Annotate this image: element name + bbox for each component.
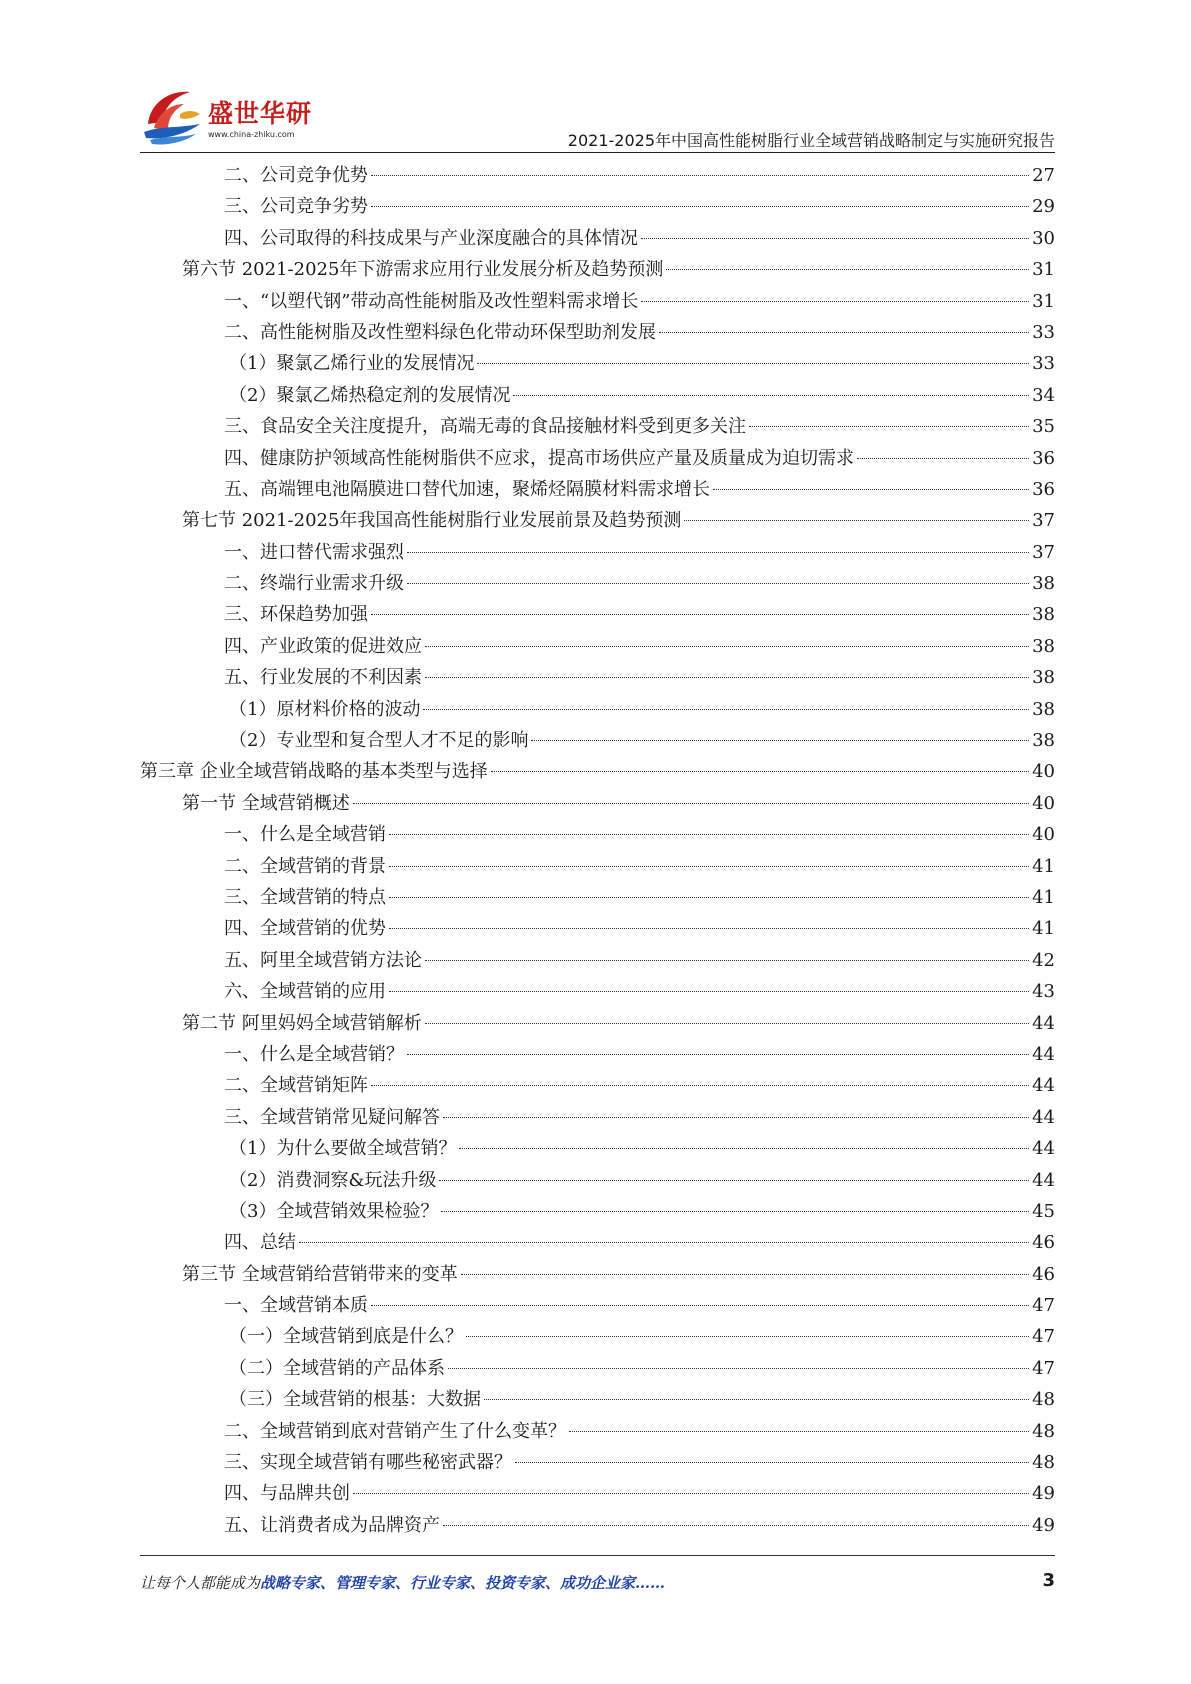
page-number: 3 — [1042, 1570, 1055, 1591]
toc-entry[interactable] — [140, 756, 1055, 787]
logo-name: 盛世华研 — [208, 99, 313, 128]
logo-url: www.china-zhiku.com — [208, 130, 295, 139]
toc-entry-label: （1）原材料价格的波动 — [229, 698, 421, 720]
toc-entry-page: 44 — [1032, 1043, 1055, 1065]
toc-entry-label: 五、行业发展的不利因素 — [224, 667, 422, 689]
toc-dot-leader — [448, 1368, 1029, 1369]
toc-dot-leader — [459, 1148, 1029, 1149]
toc-entry-label: 四、总结 — [224, 1232, 296, 1254]
toc-dot-leader — [425, 677, 1029, 678]
toc-entry[interactable] — [140, 1384, 1055, 1415]
toc-entry-label: 三、实现全域营销有哪些秘密武器？ — [224, 1452, 512, 1474]
toc-entry[interactable] — [140, 317, 1055, 348]
toc-entry-label: （3）全域营销效果检验？ — [229, 1200, 439, 1222]
toc-entry-page: 36 — [1032, 447, 1055, 469]
toc-dot-leader — [713, 489, 1029, 490]
toc-dot-leader — [641, 238, 1029, 239]
toc-entry[interactable] — [140, 851, 1055, 882]
footer-divider — [140, 1555, 1055, 1556]
toc-entry-page: 33 — [1032, 353, 1055, 375]
toc-dot-leader — [353, 1493, 1029, 1494]
toc-entry[interactable] — [140, 286, 1055, 317]
toc-entry-page: 44 — [1032, 1169, 1055, 1191]
toc-entry[interactable] — [140, 1259, 1055, 1290]
toc-dot-leader — [371, 614, 1029, 615]
toc-entry-label: 四、健康防护领域高性能树脂供不应求，提高市场供应产量及质量成为迫切需求 — [224, 447, 854, 469]
toc-entry-label: 三、全域营销常见疑问解答 — [224, 1106, 440, 1128]
toc-entry[interactable] — [140, 1165, 1055, 1196]
toc-entry-page: 41 — [1032, 886, 1055, 908]
toc-entry-label: 一、进口替代需求强烈 — [224, 541, 404, 563]
toc-entry[interactable] — [140, 1290, 1055, 1321]
toc-entry[interactable] — [140, 568, 1055, 599]
toc-entry-page: 34 — [1032, 384, 1055, 406]
toc-dot-leader — [371, 206, 1029, 207]
toc-entry-page: 37 — [1032, 541, 1055, 563]
toc-entry-label: 二、高性能树脂及改性塑料绿色化带动环保型助剂发展 — [224, 321, 656, 343]
toc-entry-label: （一）全域营销到底是什么？ — [229, 1326, 463, 1348]
toc-dot-leader — [443, 1525, 1029, 1526]
header-divider — [140, 152, 1055, 153]
toc-dot-leader — [407, 1054, 1029, 1055]
slogan-highlight: 战略专家、管理专家、行业专家、投资专家、成功企业家…… — [260, 1574, 666, 1592]
toc-entry-label: 一、什么是全域营销 — [224, 824, 386, 846]
toc-entry-label: 第七节 2021-2025年我国高性能树脂行业发展前景及趋势预测 — [182, 510, 682, 532]
toc-entry-label: 五、让消费者成为品牌资产 — [224, 1514, 440, 1536]
toc-entry[interactable] — [140, 1478, 1055, 1509]
toc-entry-label: 五、阿里全域营销方法论 — [224, 949, 422, 971]
toc-entry-page: 43 — [1032, 981, 1055, 1003]
toc-entry-label: 四、产业政策的促进效应 — [224, 635, 422, 657]
toc-dot-leader — [407, 583, 1029, 584]
toc-entry[interactable] — [140, 631, 1055, 662]
report-title: 2021-2025年中国高性能树脂行业全域营销战略制定与实施研究报告 — [567, 131, 1055, 150]
toc-entry-page: 48 — [1032, 1452, 1055, 1474]
toc-entry-label: 第三章 企业全域营销战略的基本类型与选择 — [140, 761, 488, 783]
toc-dot-leader — [425, 1023, 1029, 1024]
toc-entry[interactable] — [140, 1416, 1055, 1447]
toc-entry[interactable] — [140, 348, 1055, 379]
footer-slogan — [140, 1572, 665, 1593]
toc-entry[interactable] — [140, 505, 1055, 536]
toc-dot-leader — [407, 552, 1029, 553]
toc-dot-leader — [353, 803, 1029, 804]
toc-entry-label: 四、与品牌共创 — [224, 1483, 350, 1505]
toc-entry[interactable] — [140, 223, 1055, 254]
toc-dot-leader — [515, 1462, 1029, 1463]
toc-dot-leader — [371, 1085, 1029, 1086]
toc-entry[interactable] — [140, 411, 1055, 442]
toc-dot-leader — [684, 520, 1029, 521]
toc-entry-label: 二、全域营销到底对营销产生了什么变革？ — [224, 1420, 566, 1442]
toc-entry-label: 六、全域营销的应用 — [224, 981, 386, 1003]
toc-entry[interactable] — [140, 882, 1055, 913]
toc-dot-leader — [425, 646, 1029, 647]
toc-entry-page: 47 — [1032, 1357, 1055, 1379]
toc-entry-page: 29 — [1032, 196, 1055, 218]
toc-entry-label: 三、全域营销的特点 — [224, 886, 386, 908]
page-footer — [140, 1572, 1055, 1598]
toc-entry-page: 40 — [1032, 824, 1055, 846]
toc-entry-label: （1）为什么要做全域营销？ — [229, 1138, 457, 1160]
toc-entry-page: 48 — [1032, 1389, 1055, 1411]
toc-entry-page: 46 — [1032, 1263, 1055, 1285]
toc-entry[interactable] — [140, 1353, 1055, 1384]
toc-entry-label: 二、终端行业需求升级 — [224, 573, 404, 595]
toc-dot-leader — [443, 1117, 1029, 1118]
toc-entry-label: 第六节 2021-2025年下游需求应用行业发展分析及趋势预测 — [182, 259, 664, 281]
toc-entry-label: 三、公司竞争劣势 — [224, 196, 368, 218]
toc-entry-page: 44 — [1032, 1106, 1055, 1128]
toc-dot-leader — [749, 426, 1029, 427]
toc-entry-page: 38 — [1032, 635, 1055, 657]
toc-entry[interactable] — [140, 725, 1055, 756]
toc-entry-label: 二、公司竞争优势 — [224, 165, 368, 186]
toc-entry-page: 38 — [1032, 604, 1055, 626]
toc-dot-leader — [299, 1242, 1029, 1243]
logo-emblem-icon — [140, 84, 210, 148]
slogan-prefix: 让每个人都能成为 — [140, 1574, 261, 1592]
toc-entry-label: 五、高端锂电池隔膜进口替代加速，聚烯烃隔膜材料需求增长 — [224, 478, 710, 500]
toc-entry[interactable] — [140, 945, 1055, 976]
toc-entry[interactable] — [140, 1321, 1055, 1352]
toc-entry-page: 27 — [1032, 165, 1055, 186]
toc-entry[interactable] — [140, 976, 1055, 1007]
toc-entry[interactable] — [140, 1510, 1055, 1541]
toc-dot-leader — [569, 1431, 1029, 1432]
toc-entry-label: 一、全域营销本质 — [224, 1295, 368, 1317]
toc-entry-label: 二、全域营销矩阵 — [224, 1075, 368, 1097]
toc-entry[interactable] — [140, 819, 1055, 850]
toc-entry[interactable] — [140, 254, 1055, 285]
toc-entry[interactable] — [140, 191, 1055, 222]
toc-entry[interactable] — [140, 1039, 1055, 1070]
toc-entry-page: 47 — [1032, 1326, 1055, 1348]
toc-entry-page: 44 — [1032, 1075, 1055, 1097]
toc-entry-page: 47 — [1032, 1295, 1055, 1317]
toc-entry[interactable] — [140, 1070, 1055, 1101]
toc-dot-leader — [441, 1211, 1029, 1212]
toc-entry-page: 40 — [1032, 761, 1055, 783]
toc-entry-label: 一、什么是全域营销？ — [224, 1043, 404, 1065]
toc-entry[interactable] — [140, 160, 1055, 191]
toc-dot-leader — [371, 1305, 1029, 1306]
toc-entry-page: 33 — [1032, 321, 1055, 343]
toc-entry-page: 44 — [1032, 1012, 1055, 1034]
toc-dot-leader — [666, 269, 1029, 270]
toc-entry-page: 41 — [1032, 855, 1055, 877]
toc-dot-leader — [461, 1274, 1029, 1275]
toc-entry-page: 35 — [1032, 416, 1055, 438]
toc-entry-page: 49 — [1032, 1483, 1055, 1505]
toc-dot-leader — [371, 175, 1029, 176]
toc-entry[interactable] — [140, 537, 1055, 568]
toc-entry[interactable] — [140, 788, 1055, 819]
toc-entry[interactable] — [140, 599, 1055, 630]
toc-entry-page: 44 — [1032, 1138, 1055, 1160]
toc-dot-leader — [389, 866, 1029, 867]
toc-entry-label: （2）专业型和复合型人才不足的影响 — [229, 730, 529, 752]
toc-entry-label: （二）全域营销的产品体系 — [229, 1357, 445, 1379]
toc-entry[interactable] — [140, 1133, 1055, 1164]
toc-entry-page: 48 — [1032, 1420, 1055, 1442]
toc-entry[interactable] — [140, 1447, 1055, 1478]
toc-entry-page: 41 — [1032, 918, 1055, 940]
toc-entry-label: 三、食品安全关注度提升，高端无毒的食品接触材料受到更多关注 — [224, 416, 746, 438]
toc-dot-leader — [484, 1399, 1029, 1400]
toc-entry[interactable] — [140, 474, 1055, 505]
toc-entry-page: 46 — [1032, 1232, 1055, 1254]
toc-entry[interactable] — [140, 1102, 1055, 1133]
toc-entry[interactable] — [140, 443, 1055, 474]
toc-entry-page: 49 — [1032, 1514, 1055, 1536]
toc-entry-label: 第一节 全域营销概述 — [182, 792, 350, 814]
toc-dot-leader — [513, 395, 1029, 396]
toc-dot-leader — [466, 1336, 1029, 1337]
toc-dot-leader — [857, 458, 1029, 459]
toc-dot-leader — [659, 332, 1029, 333]
toc-entry[interactable] — [140, 1008, 1055, 1039]
toc-dot-leader — [425, 960, 1029, 961]
toc-entry[interactable] — [140, 1196, 1055, 1227]
toc-entry-label: 二、全域营销的背景 — [224, 855, 386, 877]
toc-entry-page: 40 — [1032, 792, 1055, 814]
toc-entry[interactable] — [140, 1227, 1055, 1258]
toc-entry-page: 38 — [1032, 667, 1055, 689]
toc-entry[interactable] — [140, 380, 1055, 411]
toc-entry-page: 31 — [1032, 259, 1055, 281]
toc-entry-label: 第二节 阿里妈妈全域营销解析 — [182, 1012, 422, 1034]
toc-entry-page: 38 — [1032, 573, 1055, 595]
toc-dot-leader — [389, 928, 1029, 929]
toc-entry-label: 第三节 全域营销给营销带来的变革 — [182, 1263, 458, 1285]
toc-dot-leader — [477, 363, 1029, 364]
toc-dot-leader — [491, 771, 1029, 772]
table-of-contents — [140, 160, 1055, 1541]
toc-dot-leader — [641, 301, 1029, 302]
toc-entry-page: 31 — [1032, 290, 1055, 312]
toc-entry-label: 一、“以塑代钢”带动高性能树脂及改性塑料需求增长 — [224, 290, 639, 312]
toc-entry[interactable] — [140, 694, 1055, 725]
toc-entry-page: 42 — [1032, 949, 1055, 971]
toc-entry[interactable] — [140, 913, 1055, 944]
toc-entry-label: （2）消费洞察&玩法升级 — [229, 1169, 437, 1191]
toc-dot-leader — [423, 709, 1029, 710]
toc-dot-leader — [439, 1180, 1029, 1181]
toc-dot-leader — [389, 834, 1029, 835]
toc-entry-page: 38 — [1032, 730, 1055, 752]
toc-entry-label: 四、公司取得的科技成果与产业深度融合的具体情况 — [224, 227, 638, 249]
toc-entry-page: 36 — [1032, 478, 1055, 500]
toc-dot-leader — [389, 897, 1029, 898]
toc-entry-label: （2）聚氯乙烯热稳定剂的发展情况 — [229, 384, 511, 406]
page-header — [140, 82, 1055, 150]
toc-entry-page: 37 — [1032, 510, 1055, 532]
toc-dot-leader — [389, 991, 1029, 992]
toc-entry[interactable] — [140, 662, 1055, 693]
company-logo — [140, 82, 313, 150]
toc-dot-leader — [531, 740, 1029, 741]
toc-entry-label: （1）聚氯乙烯行业的发展情况 — [229, 353, 475, 375]
toc-entry-label: 四、全域营销的优势 — [224, 918, 386, 940]
toc-entry-page: 38 — [1032, 698, 1055, 720]
toc-entry-page: 45 — [1032, 1200, 1055, 1222]
toc-entry-label: （三）全域营销的根基：大数据 — [229, 1389, 481, 1411]
toc-entry-page: 30 — [1032, 227, 1055, 249]
toc-entry-label: 三、环保趋势加强 — [224, 604, 368, 626]
